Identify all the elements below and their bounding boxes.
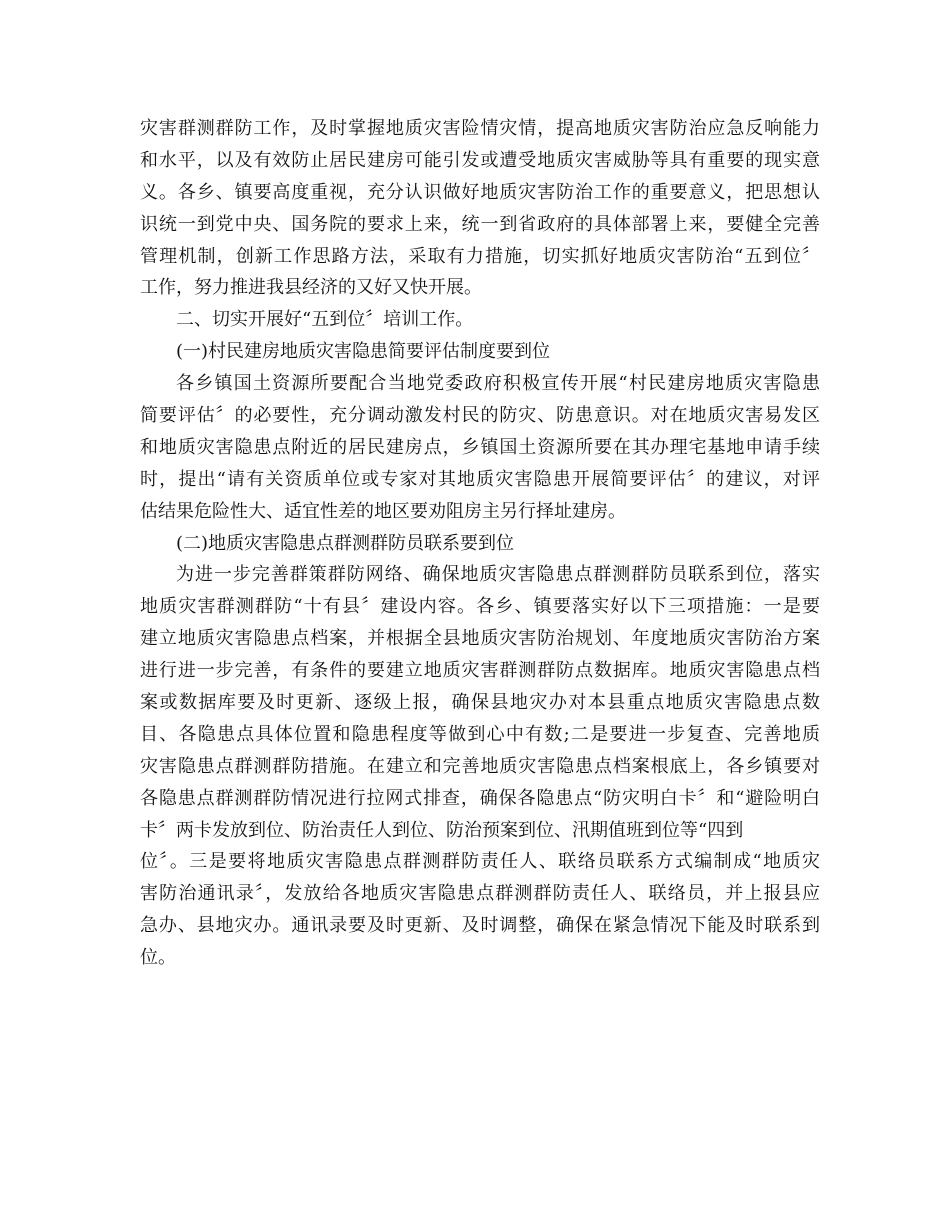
body-line: 位。: [140, 947, 176, 969]
body-line: 目、各隐患点具体位置和隐患程度等做到心中有数;二是要进一步复查、完善地质: [140, 723, 820, 745]
body-line: 建立地质灾害隐患点档案，并根据全县地质灾害防治规划、年度地质灾害防治方案: [140, 628, 820, 650]
body-line: 和水平，以及有效防止居民建房可能引发或遭受地质灾害威胁等具有重要的现实意: [140, 149, 820, 171]
body-line: 卡〞两卡发放到位、防治责任人到位、防治预案到位、汛期值班到位等“四到: [140, 819, 744, 841]
body-line: 位〞。三是要将地质灾害隐患点群测群防责任人、联络员联系方式编制成“地质灾: [140, 851, 820, 873]
body-line: 案或数据库要及时更新、逐级上报，确保县地灾办对本县重点地质灾害隐患点数: [140, 692, 820, 714]
body-line: 和地质灾害隐患点附近的居民建房点，乡镇国土资源所要在其办理宅基地申请手续: [140, 436, 820, 458]
subsection-heading: (一)村民建房地质灾害隐患简要评估制度要到位: [176, 341, 551, 363]
body-line: 工作，努力推进我县经济的又好又快开展。: [140, 277, 482, 299]
body-line: 简要评估〞的必要性，充分调动激发村民的防灾、防患意识。对在地质灾害易发区: [140, 405, 820, 427]
body-line: 时，提出“请有关资质单位或专家对其地质灾害隐患开展简要评估〞的建议，对评: [140, 468, 820, 490]
document-page: [140, 113, 820, 974]
body-line: 灾害群测群防工作，及时掌握地质灾害险情灾情，提高地质灾害防治应急反响能力: [140, 118, 820, 139]
subsection-heading: (二)地质灾害隐患点群测群防员联系要到位: [176, 532, 515, 554]
body-line: 估结果危险性大、适宜性差的地区要劝阻房主另行择址建房。: [140, 500, 626, 522]
body-line: 各隐患点群测群防情况进行拉网式排查，确保各隐患点“防灾明白卡〞和“避险明白: [140, 787, 820, 809]
body-line: 管理机制，创新工作思路方法，采取有力措施，切实抓好地质灾害防治“五到位〞: [140, 245, 820, 267]
body-line: 灾害隐患点群测群防措施。在建立和完善地质灾害隐患点档案根底上，各乡镇要对: [140, 755, 820, 777]
body-line: 地质灾害群测群防“十有县〞建设内容。各乡、镇要落实好以下三项措施：一是要: [140, 596, 820, 618]
body-line: 害防治通讯录〞，发放给各地质灾害隐患点群测群防责任人、联络员，并上报县应: [140, 883, 820, 905]
body-line: 进行进一步完善，有条件的要建立地质灾害群测群防点数据库。地质灾害隐患点档: [140, 660, 820, 682]
body-line: 识统一到党中央、国务院的要求上来，统一到省政府的具体部署上来，要健全完善: [140, 213, 820, 235]
body-line: 为进一步完善群策群防网络、确保地质灾害隐患点群测群防员联系到位，落实: [176, 564, 820, 586]
body-line: 义。各乡、镇要高度重视，充分认识做好地质灾害防治工作的重要意义，把思想认: [140, 181, 820, 203]
section-heading: 二、切实开展好“五到位〞培训工作。: [176, 309, 474, 331]
body-line: 急办、县地灾办。通讯录要及时更新、及时调整，确保在紧急情况下能及时联系到: [140, 915, 820, 937]
body-line: 各乡镇国土资源所要配合当地党委政府积极宣传开展“村民建房地质灾害隐患: [176, 373, 820, 395]
